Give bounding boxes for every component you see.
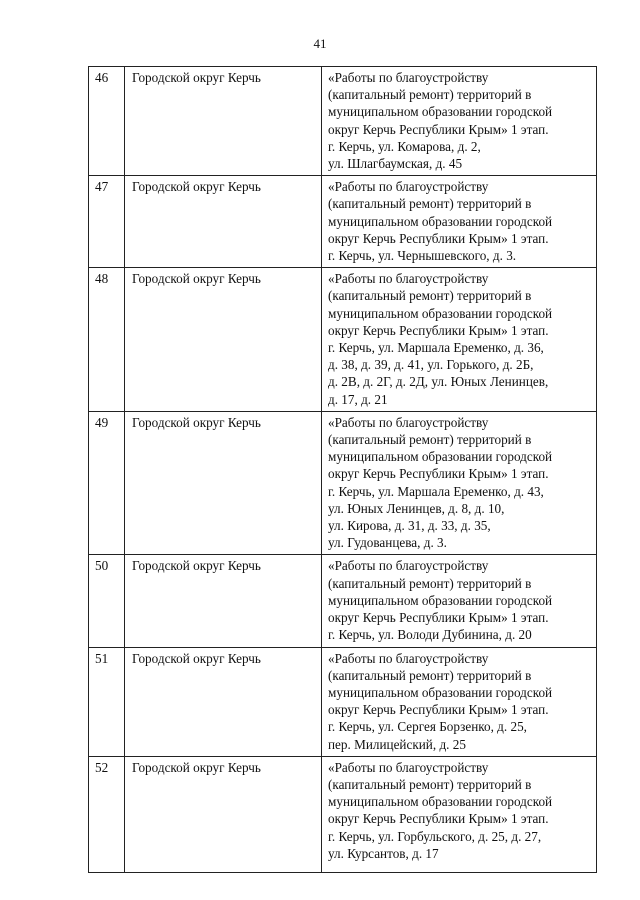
description-line: муниципальном образовании городской <box>328 104 553 120</box>
description-line: округ Керчь Республики Крым» 1 этап. <box>328 322 549 338</box>
object-description <box>322 268 597 412</box>
description-line: «Работы по благоустройству <box>328 414 489 430</box>
table-row <box>89 647 597 756</box>
description-line: муниципальном образовании городской <box>328 449 553 465</box>
description-line: (капитальный ремонт) территорий в <box>328 776 532 792</box>
municipality-cell: Городской округ Керчь <box>125 411 322 555</box>
row-number: 48 <box>89 268 125 412</box>
description-line: ул. Юных Ленинцев, д. 8, д. 10, <box>328 500 505 516</box>
object-description <box>322 411 597 555</box>
description-line: (капитальный ремонт) территорий в <box>328 432 532 448</box>
description-line: «Работы по благоустройству <box>328 650 489 666</box>
description-line: г. Керчь, ул. Комарова, д. 2, <box>328 138 481 154</box>
description-line: муниципальном образовании городской <box>328 592 553 608</box>
row-number: 47 <box>89 176 125 268</box>
description-line: д. 2В, д. 2Г, д. 2Д, ул. Юных Ленинцев, <box>328 374 549 390</box>
description-line: округ Керчь Республики Крым» 1 этап. <box>328 466 549 482</box>
description-line: муниципальном образовании городской <box>328 794 553 810</box>
description-line: г. Керчь, ул. Маршала Еременко, д. 36, <box>328 340 544 356</box>
description-line: д. 17, д. 21 <box>328 391 388 407</box>
municipality-cell: Городской округ Керчь <box>125 756 322 872</box>
table-row <box>89 756 597 872</box>
row-number: 50 <box>89 555 125 647</box>
description-line: пер. Милицейский, д. 25 <box>328 736 466 752</box>
municipality-cell: Городской округ Керчь <box>125 555 322 647</box>
description-line: округ Керчь Республики Крым» 1 этап. <box>328 230 549 246</box>
object-description <box>322 647 597 756</box>
description-line: ул. Кирова, д. 31, д. 33, д. 35, <box>328 518 491 534</box>
description-line: «Работы по благоустройству <box>328 759 489 775</box>
description-line: г. Керчь, ул. Володи Дубинина, д. 20 <box>328 627 532 643</box>
description-line: г. Керчь, ул. Чернышевского, д. 3. <box>328 248 517 264</box>
description-line: (капитальный ремонт) территорий в <box>328 196 532 212</box>
page-number: 41 <box>313 36 327 51</box>
municipality-cell: Городской округ Керчь <box>125 268 322 412</box>
description-line: ул. Шлагбаумская, д. 45 <box>328 156 463 172</box>
description-line: г. Керчь, ул. Сергея Борзенко, д. 25, <box>328 719 527 735</box>
description-line: ул. Курсантов, д. 17 <box>328 845 439 861</box>
description-line: (капитальный ремонт) территорий в <box>328 87 532 103</box>
object-description <box>322 756 597 872</box>
description-line: округ Керчь Республики Крым» 1 этап. <box>328 702 549 718</box>
row-number: 46 <box>89 67 125 176</box>
description-line: (капитальный ремонт) территорий в <box>328 575 532 591</box>
table-row <box>89 555 597 647</box>
table-row <box>89 268 597 412</box>
objects-table <box>88 66 597 873</box>
description-line: муниципальном образовании городской <box>328 213 553 229</box>
description-line: ул. Гудованцева, д. 3. <box>328 535 447 551</box>
municipality-cell: Городской округ Керчь <box>125 647 322 756</box>
table-row <box>89 176 597 268</box>
description-line: д. 38, д. 39, д. 41, ул. Горького, д. 2Б, <box>328 357 534 373</box>
row-number: 52 <box>89 756 125 872</box>
description-line: муниципальном образовании городской <box>328 684 553 700</box>
object-description <box>322 67 597 176</box>
object-description <box>322 176 597 268</box>
row-number: 49 <box>89 411 125 555</box>
description-line: (капитальный ремонт) территорий в <box>328 667 532 683</box>
description-line: муниципальном образовании городской <box>328 305 553 321</box>
description-line: (капитальный ремонт) территорий в <box>328 288 532 304</box>
municipality-cell: Городской округ Керчь <box>125 176 322 268</box>
row-number: 51 <box>89 647 125 756</box>
municipality-cell: Городской округ Керчь <box>125 67 322 176</box>
description-line: округ Керчь Республики Крым» 1 этап. <box>328 121 549 137</box>
description-line: г. Керчь, ул. Маршала Еременко, д. 43, <box>328 483 544 499</box>
table-row <box>89 67 597 176</box>
description-line: округ Керчь Республики Крым» 1 этап. <box>328 811 549 827</box>
table-row <box>89 411 597 555</box>
description-line: «Работы по благоустройству <box>328 70 489 85</box>
description-line: округ Керчь Республики Крым» 1 этап. <box>328 610 549 626</box>
object-description <box>322 555 597 647</box>
description-line: «Работы по благоустройству <box>328 271 489 287</box>
description-line: «Работы по благоустройству <box>328 558 489 574</box>
description-line: г. Керчь, ул. Горбульского, д. 25, д. 27, <box>328 828 542 844</box>
description-line: «Работы по благоустройству <box>328 179 489 195</box>
